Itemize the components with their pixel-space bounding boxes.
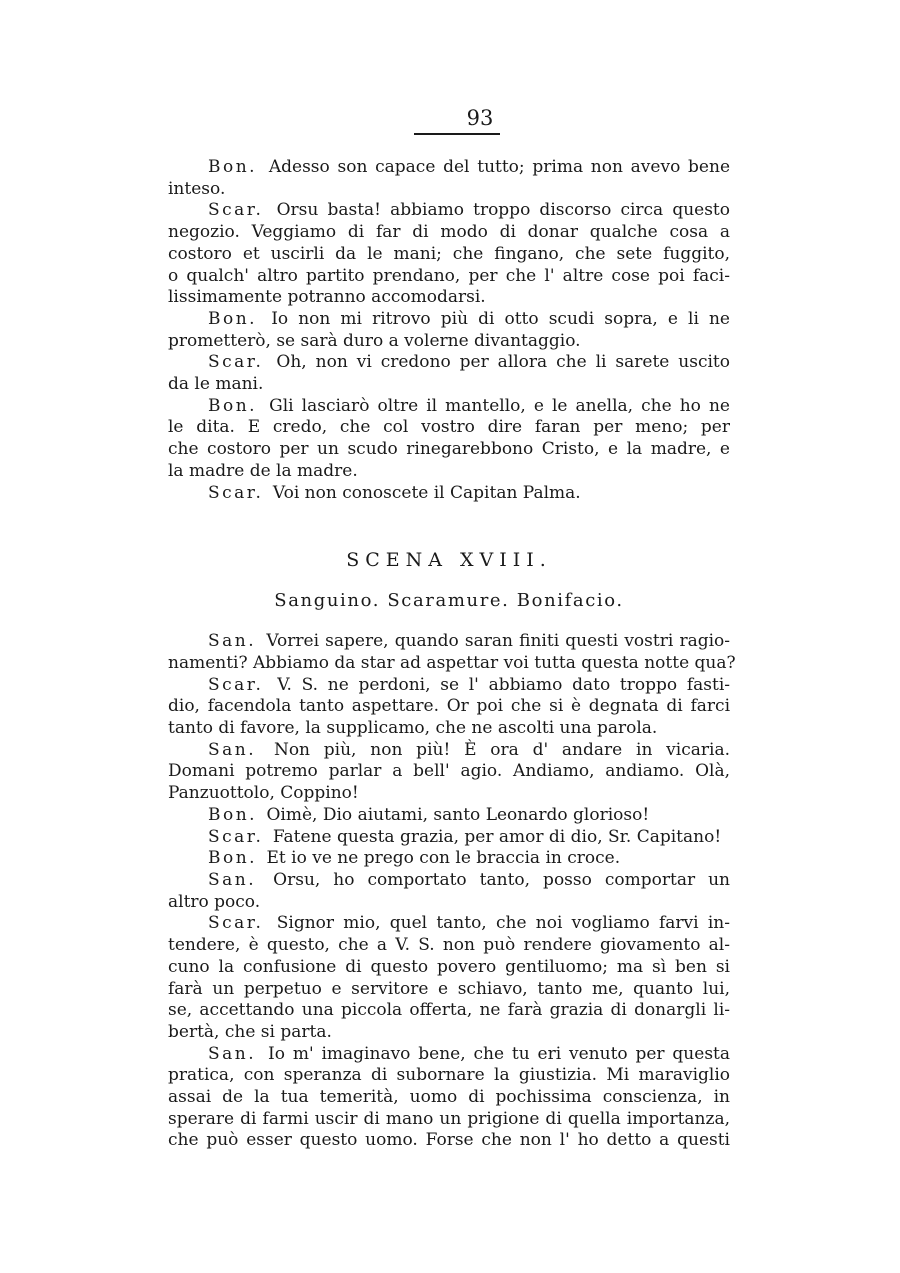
speech-line [168, 740, 730, 762]
speech-line [168, 935, 730, 957]
speech-line [168, 1044, 730, 1066]
speaker-name: Bon. [208, 395, 258, 416]
line-text: farà un perpetuo e servitore e schiavo, tanto me, quanto lui, [168, 978, 730, 999]
speech-line [168, 461, 730, 483]
line-text: Fatene questa grazia, per amor di dio, Sr. Capitano! [272, 826, 722, 847]
speech-line [168, 892, 730, 914]
line-text: se, accettando una piccola offerta, ne farà grazia di donargli li- [168, 1000, 730, 1021]
speech-line [168, 1022, 730, 1044]
dialogue-part-1 [168, 157, 730, 504]
line-text: bertà, che si parta. [168, 1021, 332, 1042]
speaker-name: San. [208, 631, 257, 652]
line-text: altro poco. [168, 891, 261, 912]
line-text: tanto di favore, la supplicamo, che ne ascolti una parola. [168, 718, 658, 739]
speech [168, 483, 730, 505]
speech-line [168, 331, 730, 353]
line-text: Et io ve ne prego con le braccia in croce. [266, 848, 621, 869]
speech-line [168, 979, 730, 1001]
line-text: Voi non conoscete il Capitan Palma. [272, 482, 581, 503]
speech [168, 352, 730, 395]
line-text: le dita. E credo, che col vostro dire faran per meno; per [168, 417, 730, 438]
line-text: cuno la confusione di questo povero gentiluomo; ma sì ben si [168, 956, 730, 977]
line-text: lissimamente potranno accomodarsi. [168, 287, 486, 308]
line-text: che costoro per un scudo rinegarebbono Cristo, e la madre, e [168, 439, 730, 460]
line-text: Gli lasciarò oltre il mantello, e le anella, che ho ne [269, 395, 730, 416]
line-text: assai de la tua temerità, uomo di pochissima conscienza, in [168, 1087, 730, 1108]
speech-line [168, 913, 730, 935]
speech [168, 396, 730, 483]
line-text: namenti? Abbiamo da star ad aspettar voi tutta questa notte qua? [168, 652, 736, 673]
speaker-name: Bon. [208, 848, 258, 869]
line-text: Oimè, Dio aiutami, santo Leonardo glorioso! [266, 804, 650, 825]
speech-line [168, 266, 730, 288]
line-text: negozio. Veggiamo di far di modo di donar qualche cosa a [168, 222, 730, 243]
speech-line [168, 848, 730, 870]
speech-line [168, 222, 730, 244]
speech [168, 675, 730, 740]
speaker-name: San. [208, 869, 257, 890]
speech [168, 1044, 730, 1153]
speaker-name: Scar. [208, 826, 264, 847]
line-text: o qualch' altro partito prendano, per che l' altre cose poi faci- [168, 265, 730, 286]
page-number: 93 [466, 106, 494, 130]
dialogue-part-2 [168, 631, 736, 1152]
speech [168, 827, 730, 849]
speech-line [168, 718, 730, 740]
speech [168, 870, 730, 913]
speech-line [168, 1087, 730, 1109]
speech [168, 200, 730, 309]
line-text: Non più, non più! È ora d' andare in vicaria. [273, 739, 730, 760]
line-text: pratica, con speranza di subornare la giustizia. Mi maraviglio [168, 1065, 730, 1086]
line-text: Adesso son capace del tutto; prima non avevo bene [268, 157, 731, 177]
book-page [168, 104, 736, 1152]
line-text: sperare di farmi uscir di mano un prigione di quella importanza, [168, 1108, 730, 1129]
line-text: la madre de la madre. [168, 460, 358, 481]
speech [168, 805, 730, 827]
scene-title: SCENA XVIII. [346, 549, 552, 572]
line-text: inteso. [168, 178, 226, 199]
speech [168, 157, 730, 200]
speaker-name: Bon. [208, 308, 258, 329]
speech-line [168, 696, 730, 718]
speech-line [168, 287, 730, 309]
speech-line [168, 1130, 730, 1152]
speech-line [168, 483, 730, 505]
speech-line [168, 417, 730, 439]
speech-line [168, 1109, 730, 1131]
speech [168, 631, 736, 674]
line-text: Domani potremo parlar a bell' agio. Andiamo, andiamo. Olà, [168, 761, 730, 782]
line-text: Orsu, ho comportato tanto, posso comportar un [273, 869, 730, 890]
speech [168, 848, 730, 870]
speaker-name: San. [208, 1043, 257, 1064]
line-text: che può esser questo uomo. Forse che non l' ho detto a questi [168, 1130, 730, 1151]
line-text: dio, facendola tanto aspettare. Or poi che si è degnata di farci [168, 696, 730, 717]
page-number-rule [414, 133, 500, 135]
scene-characters: Sanguino. Scaramure. Bonifacio. [274, 590, 624, 612]
line-text: Io m' imaginavo bene, che tu eri venuto per questa [268, 1043, 731, 1064]
speech [168, 913, 730, 1043]
line-text: da le mani. [168, 374, 264, 395]
line-text: costoro et uscirli da le mani; che fingano, che sete fuggito, [168, 243, 730, 264]
speaker-name: Scar. [208, 674, 264, 695]
speech-line [168, 631, 730, 653]
speaker-name: Bon. [208, 804, 258, 825]
speech-line [168, 675, 730, 697]
line-text: Vorrei sapere, quando saran finiti questi vostri ragio- [266, 631, 731, 652]
speech [168, 740, 730, 805]
speaker-name: Scar. [208, 352, 264, 373]
speech-line [168, 439, 730, 461]
speaker-name: Bon. [208, 157, 258, 177]
speech-line [168, 957, 730, 979]
line-text: Panzuottolo, Coppino! [168, 783, 359, 804]
speech-line [168, 805, 730, 827]
speaker-name: Scar. [208, 482, 264, 503]
speech-line [168, 309, 730, 331]
line-text: Oh, non vi credono per allora che li sarete uscito [276, 352, 730, 373]
line-text: Signor mio, quel tanto, che noi vogliamo farvi in- [276, 913, 730, 934]
speech-line [168, 352, 730, 374]
line-text: Orsu basta! abbiamo troppo discorso circa questo [276, 200, 731, 221]
line-text: V. S. ne perdoni, se l' abbiamo dato troppo fasti- [277, 674, 731, 695]
speech-line [168, 1065, 730, 1087]
line-text: Io non mi ritrovo più di otto scudi sopra, e li ne [271, 308, 730, 329]
speech [168, 309, 730, 352]
speech-line [168, 783, 730, 805]
speaker-name: San. [208, 739, 257, 760]
speech-line [168, 652, 736, 675]
speaker-name: Scar. [208, 200, 264, 221]
speech-line [168, 870, 730, 892]
speech-line [168, 157, 730, 179]
speech-line [168, 200, 730, 222]
line-text: tendere, è questo, che a V. S. non può rendere giovamento al- [168, 935, 730, 956]
speech-line [168, 761, 730, 783]
speech-line [168, 396, 730, 418]
speaker-name: Scar. [208, 913, 264, 934]
speech-line [168, 1000, 730, 1022]
speech-line [168, 374, 730, 396]
line-text: prometterò, se sarà duro a volerne divantaggio. [168, 330, 581, 351]
speech-line [168, 244, 730, 266]
speech-line [168, 179, 730, 201]
speech-line [168, 827, 730, 849]
